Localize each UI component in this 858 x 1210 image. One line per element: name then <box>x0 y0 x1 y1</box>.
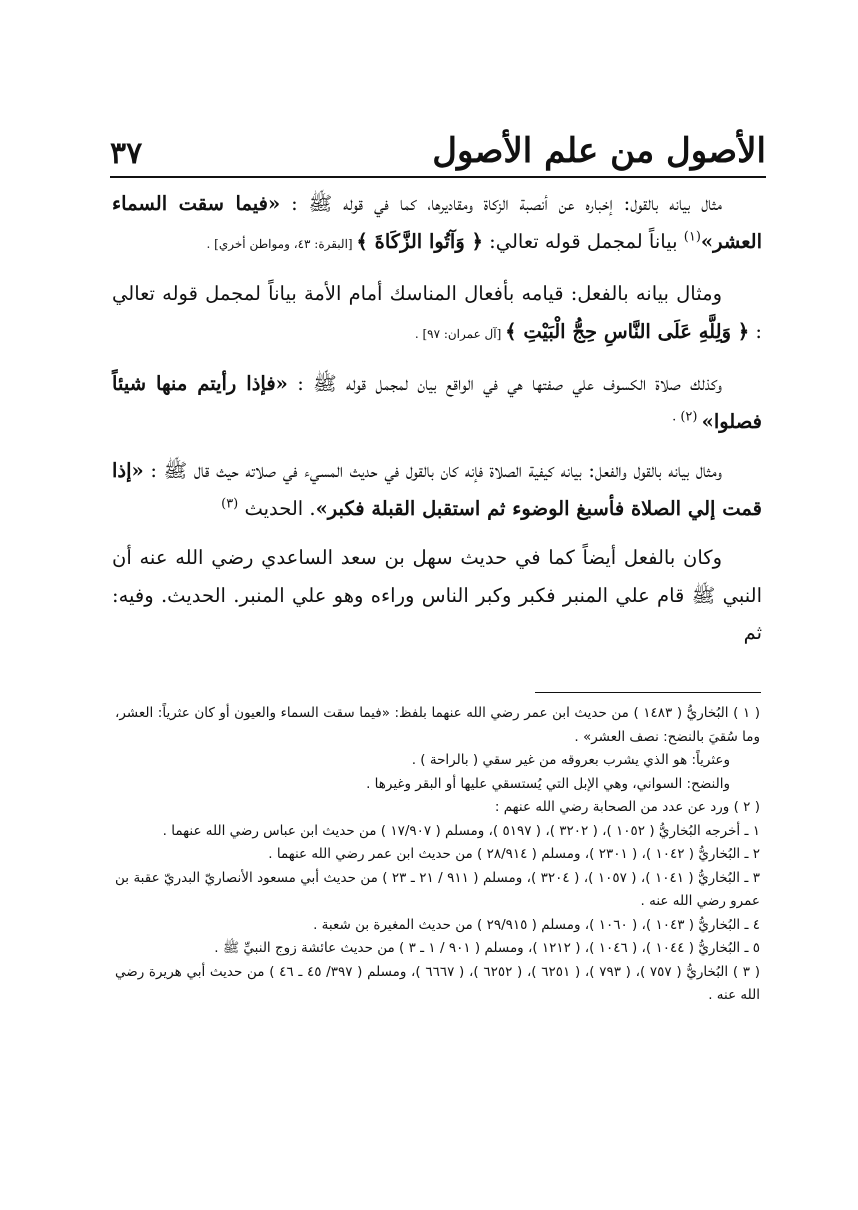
footnote-2: ( ٢ ) ورد عن عدد من الصحابة رضي الله عنهم : <box>494 799 760 815</box>
footnote-1-note-a: وعثرياً: هو الذي يشرب بعروقه من غير سقي ( بالراحة ) . <box>411 752 730 768</box>
paragraph-4: ومثال بيانه بالقول والفعل: بيانه كيفية الصلاة فإنه كان بالقول في حديث المسيء في صلاته حيث قال ﷺ : «إذا قمت إلي الصلاة فأسبغ الوضوء ثم استقبل القبلة فكبر». الحديث $^{(٣)}$ <box>112 459 762 520</box>
hadith-quote: «فيما سقت السماء العشر» <box>112 192 762 253</box>
hadith-quote: «فإذا رأيتم منها شيئاً فصلوا» <box>112 372 762 433</box>
page-number: ٣٧ <box>110 136 143 171</box>
paragraph-3: وكذلك صلاة الكسوف علي صفتها هي في الواقع بيان لمجمل قوله ﷺ : «فإذا رأيتم منها شيئاً فصلوا» $^{(٢) .}$ <box>112 372 762 433</box>
footnote-ref-2: (٢) . <box>672 409 702 424</box>
verse-reference: [البقرة: ٤٣، ومواطن أخري] . <box>206 236 357 251</box>
footnote-1: ( ١ ) البُخاريُّ ( ١٤٨٣ ) من حديث ابن عمر رضي الله عنهما بلفظ: «فيما سقت السماء والعيون أو كان عثرياً: العشر، وما سُقيَ بالنضح: نصف العشر» . <box>115 705 760 745</box>
paragraph-5: وكان بالفعل أيضاً كما في حديث سهل بن سعد الساعدي رضي الله عنه أن النبي ﷺ قام علي المنبر فكبر وكبر الناس وراءه وهو علي المنبر. الحديث. وفيه: ثم <box>112 546 762 644</box>
footnote-2-item-3: ٣ ـ البُخاريُّ ( ١٠٤١ )، ( ١٠٥٧ )، ( ٣٢٠٤ )، ومسلم ( ٩١١ / ٢١ ـ ٢٣ ) من حديث أبي مسعود الأنصاريّ البدريّ عقبة بن عمرو رضي الله عنه . <box>115 869 760 909</box>
footnote-1-note-b: والنضح: السواني، وهي الإبل التي يُستسقي عليها أو البقر وغيرها . <box>366 775 730 792</box>
footnote-ref-1: (١) <box>683 229 701 244</box>
footnote-2-item-5: ٥ ـ البُخاريُّ ( ١٠٤٤ )، ( ١٠٤٦ )، ( ١٢١٢ )، ومسلم ( ٩٠١ / ١ ـ ٣ ) من حديث عائشة زوج النبيِّ ﷺ . <box>214 940 760 956</box>
main-text <box>112 185 762 664</box>
footnote-rule <box>535 692 761 693</box>
header-rule <box>110 176 766 178</box>
footnote-2-item-2: ٢ ـ البُخاريُّ ( ١٠٤٢ )، ( ٢٣٠١ )، ومسلم ( ٢٨/٩١٤ ) من حديث ابن عمر رضي الله عنهما . <box>268 846 760 862</box>
footnote-2-item-4: ٤ ـ البُخاريُّ ( ١٠٤٣ )، ( ١٠٦٠ )، ومسلم ( ٢٩/٩١٥ ) من حديث المغيرة بن شعبة . <box>313 916 760 933</box>
footnote-3: ( ٣ ) البُخاريُّ ( ٧٥٧ )، ( ٧٩٣ )، ( ٦٢٥١ )، ( ٦٢٥٢ )، ( ٦٦٦٧ )، ومسلم ( ٣٩٧/ ٤٥ ـ ٤٦ ) من حديث أبي هريرة رضي الله عنه . <box>115 963 761 1003</box>
footnotes <box>115 702 760 1008</box>
hadith-quote: «إذا قمت إلي الصلاة فأسبغ الوضوء ثم استقبل القبلة فكبر» <box>112 459 762 520</box>
quran-quote: ﴿ وَلِلَّهِ عَلَى النَّاسِ حِجُّ الْبَيْتِ ﴾ <box>505 319 750 343</box>
page-header <box>110 125 766 175</box>
running-title: الأصول من علم الأصول <box>432 131 766 171</box>
footnote-2-item-1: ١ ـ أخرجه البُخاريُّ ( ١٠٥٢ )، ( ٣٢٠٢ )، ( ٥١٩٧ )، ومسلم ( ١٧/٩٠٧ ) من حديث ابن عباس رضي الله عنهما . <box>162 822 760 839</box>
verse-reference: [آل عمران: ٩٧] . <box>414 326 506 341</box>
paragraph-1: مثال بيانه بالقول: إخباره عن أنصبة الزكاة ومقاديرها، كما في قوله ﷺ : «فيما سقت السماء العشر»$^{(١)}$ بياناً لمجمل قوله تعالي: ﴿ وَآتُوا الزَّكَاةَ ﴾ [البقرة: ٤٣، ومواطن أخري] . <box>112 192 762 253</box>
quran-quote: ﴿ وَآتُوا الزَّكَاةَ ﴾ <box>356 229 483 253</box>
footnote-ref-3: (٣) <box>221 496 239 511</box>
paragraph-2: ومثال بيانه بالفعل: قيامه بأفعال المناسك أمام الأمة بياناً لمجمل قوله تعالي : ﴿ وَلِلَّهِ عَلَى النَّاسِ حِجُّ الْبَيْتِ ﴾ [آل عمران: ٩٧] . <box>112 282 762 343</box>
